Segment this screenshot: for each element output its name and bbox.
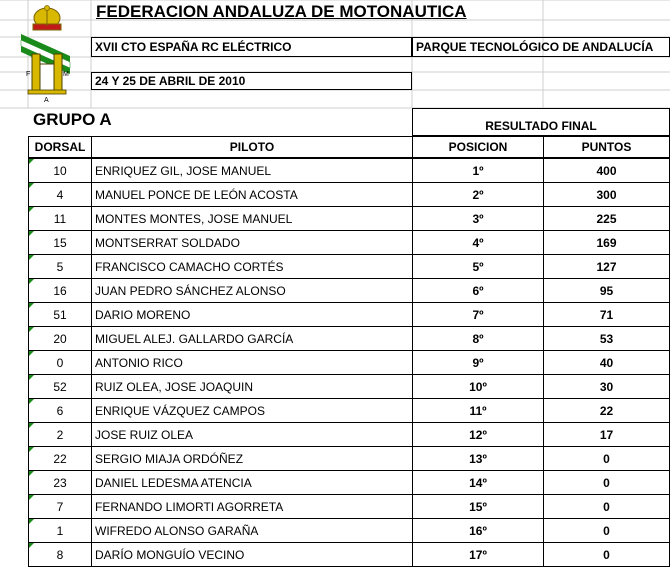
- cell-piloto[interactable]: DARIO MORENO: [91, 302, 413, 327]
- cell-dorsal[interactable]: 16: [28, 278, 92, 303]
- cell-puntos[interactable]: 127: [543, 254, 670, 279]
- cell-puntos[interactable]: 22: [543, 398, 670, 423]
- cell-piloto[interactable]: MANUEL PONCE DE LEÓN ACOSTA: [91, 182, 413, 207]
- cell-puntos[interactable]: 169: [543, 230, 670, 255]
- cell-piloto[interactable]: RUIZ OLEA, JOSE JOAQUIN: [91, 374, 413, 399]
- cell-puntos[interactable]: 0: [543, 470, 670, 495]
- cell-posicion[interactable]: 8º: [412, 326, 544, 351]
- cell-puntos[interactable]: 225: [543, 206, 670, 231]
- event-date-cell[interactable]: 24 Y 25 DE ABRIL DE 2010: [91, 72, 412, 90]
- federation-crest-logo: [18, 4, 76, 104]
- cell-piloto[interactable]: ENRIQUE VÁZQUEZ CAMPOS: [91, 398, 413, 423]
- number-as-text-indicator-icon: [29, 255, 34, 260]
- cell-posicion[interactable]: 1º: [412, 158, 544, 183]
- cell-piloto[interactable]: MIGUEL ALEJ. GALLARDO GARCÍA: [91, 326, 413, 351]
- number-as-text-indicator-icon: [29, 471, 34, 476]
- number-as-text-indicator-icon: [29, 327, 34, 332]
- number-as-text-indicator-icon: [29, 375, 34, 380]
- cell-dorsal[interactable]: 4: [28, 182, 92, 207]
- cell-posicion[interactable]: 5º: [412, 254, 544, 279]
- cell-posicion[interactable]: 10º: [412, 374, 544, 399]
- cell-dorsal[interactable]: 7: [28, 494, 92, 519]
- cell-puntos[interactable]: 30: [543, 374, 670, 399]
- cell-posicion[interactable]: 13º: [412, 446, 544, 471]
- cell-puntos[interactable]: 71: [543, 302, 670, 327]
- cell-dorsal[interactable]: 15: [28, 230, 92, 255]
- column-header-piloto[interactable]: PILOTO: [91, 136, 413, 158]
- column-header-dorsal[interactable]: DORSAL: [28, 136, 92, 158]
- crown-icon: [33, 6, 61, 31]
- cell-piloto[interactable]: DANIEL LEDESMA ATENCIA: [91, 470, 413, 495]
- number-as-text-indicator-icon: [29, 231, 34, 236]
- cell-dorsal[interactable]: 20: [28, 326, 92, 351]
- cell-dorsal[interactable]: 11: [28, 206, 92, 231]
- cell-posicion[interactable]: 9º: [412, 350, 544, 375]
- cell-puntos[interactable]: 95: [543, 278, 670, 303]
- cell-dorsal[interactable]: 0: [28, 350, 92, 375]
- cell-dorsal[interactable]: 1: [28, 518, 92, 543]
- cell-posicion[interactable]: 12º: [412, 422, 544, 447]
- cell-piloto[interactable]: WIFREDO ALONSO GARAÑA: [91, 518, 413, 543]
- number-as-text-indicator-icon: [29, 351, 34, 356]
- cell-dorsal[interactable]: 2: [28, 422, 92, 447]
- cell-posicion[interactable]: 15º: [412, 494, 544, 519]
- number-as-text-indicator-icon: [29, 495, 34, 500]
- number-as-text-indicator-icon: [29, 399, 34, 404]
- cell-piloto[interactable]: ANTONIO RICO: [91, 350, 413, 375]
- number-as-text-indicator-icon: [29, 159, 34, 164]
- logo-letter-f: F: [26, 71, 31, 78]
- number-as-text-indicator-icon: [29, 207, 34, 212]
- cell-piloto[interactable]: JUAN PEDRO SÁNCHEZ ALONSO: [91, 278, 413, 303]
- column-header-posicion[interactable]: POSICION: [412, 136, 544, 158]
- cell-puntos[interactable]: 0: [543, 518, 670, 543]
- column-header-puntos[interactable]: PUNTOS: [543, 136, 670, 158]
- cell-puntos[interactable]: 400: [543, 158, 670, 183]
- cell-posicion[interactable]: 16º: [412, 518, 544, 543]
- number-as-text-indicator-icon: [29, 447, 34, 452]
- cell-posicion[interactable]: 4º: [412, 230, 544, 255]
- event-name-cell[interactable]: XVII CTO ESPAÑA RC ELÉCTRICO: [91, 37, 412, 57]
- venue-cell[interactable]: PARQUE TECNOLÓGICO DE ANDALUCÍA: [412, 37, 670, 57]
- number-as-text-indicator-icon: [29, 423, 34, 428]
- cell-dorsal[interactable]: 5: [28, 254, 92, 279]
- cell-puntos[interactable]: 0: [543, 494, 670, 519]
- cell-piloto[interactable]: DARÍO MONGUÍO VECINO: [91, 542, 413, 567]
- result-header[interactable]: RESULTADO FINAL: [412, 108, 670, 136]
- cell-puntos[interactable]: 0: [543, 542, 670, 567]
- cell-posicion[interactable]: 17º: [412, 542, 544, 567]
- cell-posicion[interactable]: 6º: [412, 278, 544, 303]
- number-as-text-indicator-icon: [29, 279, 34, 284]
- cell-piloto[interactable]: ENRIQUEZ GIL, JOSE MANUEL: [91, 158, 413, 183]
- number-as-text-indicator-icon: [29, 519, 34, 524]
- cell-posicion[interactable]: 14º: [412, 470, 544, 495]
- cell-piloto[interactable]: MONTES MONTES, JOSE MANUEL: [91, 206, 413, 231]
- logo-letter-m: M: [63, 71, 69, 78]
- cell-piloto[interactable]: SERGIO MIAJA ORDÓÑEZ: [91, 446, 413, 471]
- cell-piloto[interactable]: MONTSERRAT SOLDADO: [91, 230, 413, 255]
- cell-dorsal[interactable]: 8: [28, 542, 92, 567]
- cell-dorsal[interactable]: 51: [28, 302, 92, 327]
- page-title: FEDERACION ANDALUZA DE MOTONAUTICA: [96, 2, 467, 21]
- cell-dorsal[interactable]: 52: [28, 374, 92, 399]
- group-label: GRUPO A: [33, 110, 112, 129]
- cell-puntos[interactable]: 0: [543, 446, 670, 471]
- logo-letter-a: A: [44, 97, 49, 104]
- cell-dorsal[interactable]: 23: [28, 470, 92, 495]
- cell-puntos[interactable]: 53: [543, 326, 670, 351]
- cell-puntos[interactable]: 40: [543, 350, 670, 375]
- cell-dorsal[interactable]: 22: [28, 446, 92, 471]
- cell-posicion[interactable]: 11º: [412, 398, 544, 423]
- cell-dorsal[interactable]: 6: [28, 398, 92, 423]
- number-as-text-indicator-icon: [29, 303, 34, 308]
- cell-puntos[interactable]: 300: [543, 182, 670, 207]
- cell-posicion[interactable]: 7º: [412, 302, 544, 327]
- cell-piloto[interactable]: FERNANDO LIMORTI AGORRETA: [91, 494, 413, 519]
- cell-piloto[interactable]: FRANCISCO CAMACHO CORTÉS: [91, 254, 413, 279]
- cell-puntos[interactable]: 17: [543, 422, 670, 447]
- cell-posicion[interactable]: 2º: [412, 182, 544, 207]
- number-as-text-indicator-icon: [29, 183, 34, 188]
- cell-posicion[interactable]: 3º: [412, 206, 544, 231]
- number-as-text-indicator-icon: [29, 543, 34, 548]
- cell-piloto[interactable]: JOSE RUIZ OLEA: [91, 422, 413, 447]
- cell-dorsal[interactable]: 10: [28, 158, 92, 183]
